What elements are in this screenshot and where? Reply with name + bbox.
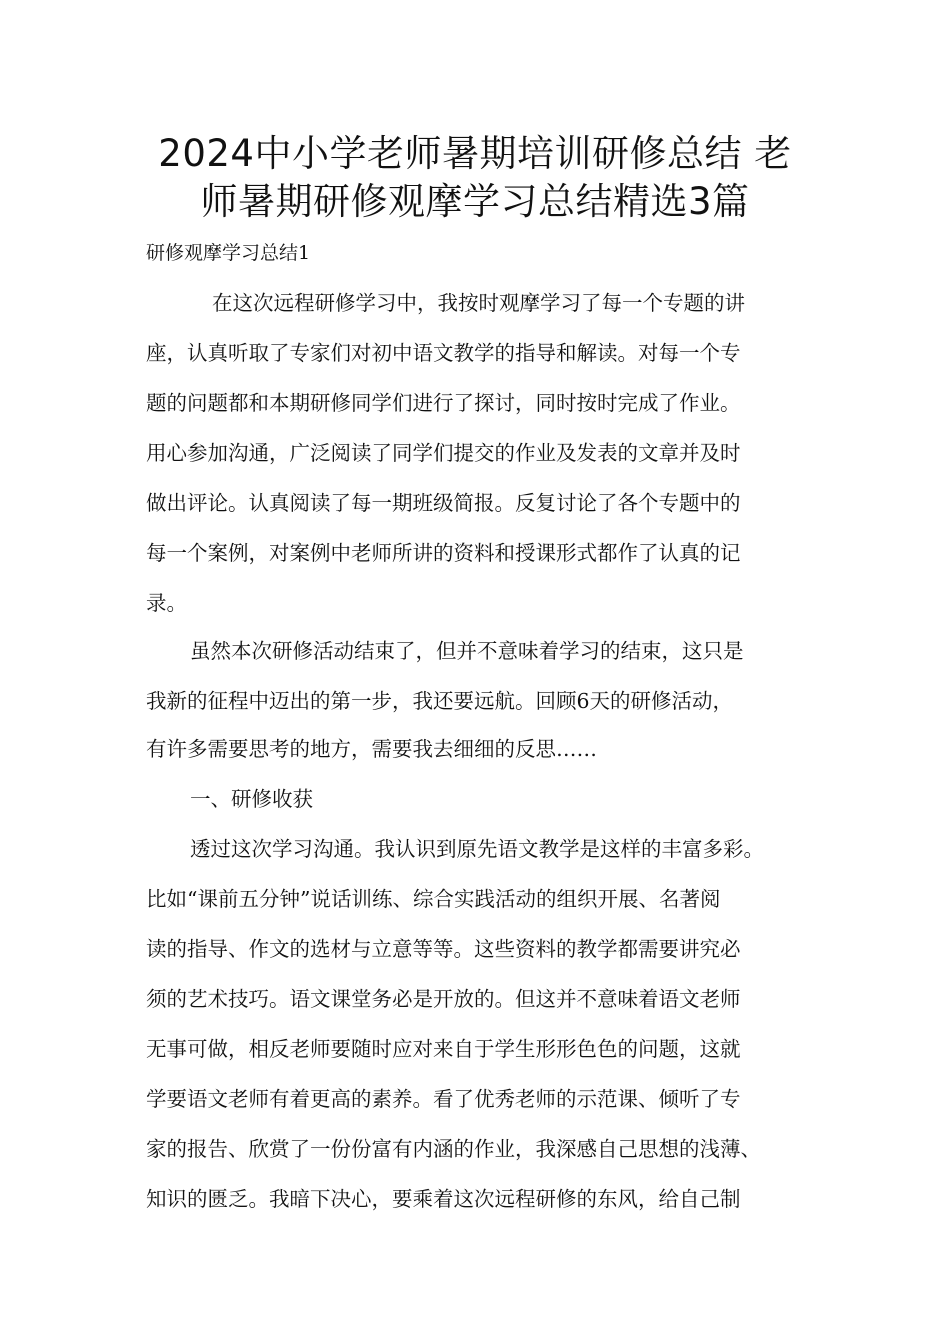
paragraph-line: 我新的征程中迈出的第一步，我还要远航。回顾6天的研修活动， (146, 689, 734, 713)
paragraph-line: 用心参加沟通，广泛阅读了同学们提交的作业及发表的文章并及时 (146, 441, 741, 465)
paragraph-line: 学要语文老师有着更高的素养。看了优秀老师的示范课、倾听了专 (146, 1087, 741, 1111)
paragraph-line: 比如“课前五分钟”说话训练、综合实践活动的组织开展、名著阅 (146, 887, 721, 911)
paragraph-line: 无事可做，相反老师要随时应对来自于学生形形色色的问题，这就 (146, 1037, 741, 1061)
title-line: 师暑期研修观摩学习总结精选3篇 (200, 180, 750, 223)
paragraph-line: 题的问题都和本期研修同学们进行了探讨，同时按时完成了作业。 (146, 391, 741, 415)
paragraph-line: 读的指导、作文的选材与立意等等。这些资料的教学都需要讲究必 (146, 937, 741, 961)
paragraph-line: 在这次远程研修学习中，我按时观摩学习了每一个专题的讲 (212, 291, 745, 315)
paragraph-line: 须的艺术技巧。语文课堂务必是开放的。但这并不意味着语文老师 (146, 987, 741, 1011)
paragraph-line: 座，认真听取了专家们对初中语文教学的指导和解读。对每一个专 (146, 341, 741, 365)
paragraph-line: 透过这次学习沟通。我认识到原先语文教学是这样的丰富多彩。 (190, 837, 764, 861)
paragraph-line: 虽然本次研修活动结束了，但并不意味着学习的结束，这只是 (190, 639, 744, 663)
title-line: 2024中小学老师暑期培训研修总结 老 (158, 132, 792, 175)
paragraph-line: 家的报告、欣赏了一份份富有内涵的作业，我深感自己思想的浅薄、 (146, 1137, 761, 1161)
subheading: 一、研修收获 (190, 787, 313, 811)
document-title (100, 130, 850, 226)
paragraph-line: 有许多需要思考的地方，需要我去细细的反思…… (146, 737, 597, 761)
paragraph-line: 知识的匮乏。我暗下决心，要乘着这次远程研修的东风，给自己制 (146, 1187, 741, 1211)
paragraph-line: 录。 (146, 591, 187, 615)
paragraph-line: 每一个案例，对案例中老师所讲的资料和授课形式都作了认真的记 (146, 541, 741, 565)
paragraph-line: 做出评论。认真阅读了每一期班级简报。反复讨论了各个专题中的 (146, 491, 741, 515)
section-heading: 研修观摩学习总结1 (146, 242, 311, 264)
